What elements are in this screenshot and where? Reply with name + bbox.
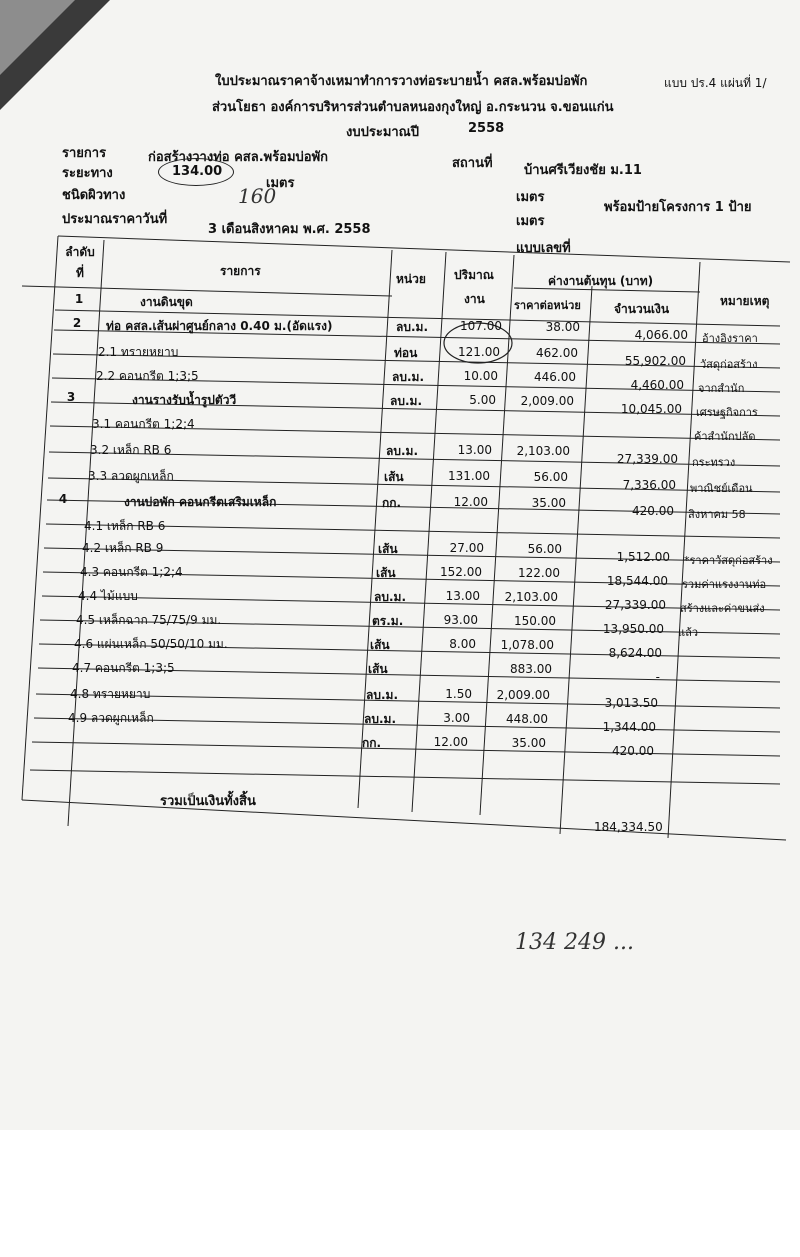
row-amount: 8,624.00 (608, 645, 662, 660)
row-amount: 420.00 (632, 503, 674, 518)
row-no: 2 (72, 316, 82, 330)
row-remark: เศรษฐกิจการ (696, 405, 758, 419)
header-amount: จำนวนเงิน (614, 302, 670, 316)
row-item: งานดินขุด (140, 295, 193, 310)
row-unit: ลบ.ม. (386, 444, 418, 459)
row-remark: วัสดุก่อสร้าง (700, 357, 758, 371)
row-unit: เส้น (378, 542, 398, 557)
date-label: ประมาณราคาวันที่ (62, 212, 168, 227)
row-unit-price: 122.00 (518, 566, 560, 581)
row-amount: 1,344.00 (602, 719, 656, 734)
row-qty: 10.00 (463, 369, 498, 384)
row-unit-price: 446.00 (534, 370, 576, 385)
budget-label: งบประมาณปี (346, 125, 419, 140)
row-unit-price: 462.00 (536, 346, 578, 361)
row-qty: 8.00 (449, 637, 476, 652)
row-qty: 13.00 (445, 589, 480, 604)
row-qty: 121.00 (458, 345, 500, 360)
row-item: ท่อ คสล.เส้นผ่าศูนย์กลาง 0.40 ม.(อัดแรง) (106, 319, 333, 334)
header-remark: หมายเหตุ (720, 294, 770, 308)
row-item: 2.1 ทรายหยาบ (98, 345, 179, 360)
row-unit: กก. (382, 496, 402, 511)
row-unit: ตร.ม. (372, 614, 404, 629)
row-remark: แล้ว (678, 625, 699, 639)
header-cost-group: ค่างานต้นทุน (บาท) (548, 274, 654, 288)
row-unit: ลบ.ม. (392, 370, 424, 385)
row-unit: ลบ.ม. (396, 320, 428, 335)
row-amount: 55,902.00 (624, 353, 686, 368)
header-qty-line2: งาน (464, 292, 485, 306)
row-no: 3 (66, 390, 76, 404)
row-item: 4.7 คอนกรีต 1;3;5 (72, 661, 175, 676)
date-value: 3 เดือนสิงหาคม พ.ศ. 2558 (208, 222, 371, 237)
row-unit: เส้น (370, 638, 390, 653)
row-qty: 93.00 (443, 613, 478, 628)
header-unit: หน่วย (396, 272, 426, 286)
row-item: 4.6 แผ่นเหล็ก 50/50/10 มม. (74, 637, 228, 652)
row-amount: 3,013.50 (604, 695, 658, 710)
row-qty: 13.00 (457, 443, 492, 458)
row-item: 4.4 ไม้แบบ (78, 589, 138, 604)
row-unit: ลบ.ม. (366, 688, 398, 703)
document-title: ใบประมาณราคาจ้างเหมาทำการวางท่อระบายน้ำ คสล.พร้อมบ่อพัก (215, 74, 588, 89)
row-remark: *ราคาวัสดุก่อสร้าง (684, 553, 773, 567)
row-unit-price: 883.00 (510, 662, 552, 677)
row-item: งานรางรับน้ำรูปตัววี (132, 393, 237, 408)
row-unit: กก. (362, 736, 382, 751)
row-qty: 3.00 (443, 711, 470, 726)
row-amount: 18,544.00 (606, 573, 668, 588)
header-no-line1: ลำดับ (65, 245, 95, 259)
row-qty: 131.00 (448, 469, 490, 484)
row-qty: 12.00 (433, 735, 468, 750)
total-amount: 184,334.50 (594, 820, 663, 834)
row-unit-price: 1,078.00 (500, 638, 554, 653)
row-qty: 107.00 (460, 319, 502, 334)
plan-label: แบบเลขที่ (516, 241, 571, 256)
row-item: 3.2 เหล็ก RB 6 (90, 443, 172, 458)
row-remark: จากสำนัก (698, 381, 745, 395)
row-unit-price: 38.00 (545, 320, 580, 335)
item-value: ก่อสร้างวางท่อ คสล.พร้อมบ่อพัก (148, 150, 329, 165)
distance-unit: เมตร (266, 176, 295, 191)
row-qty: 27.00 (449, 541, 484, 556)
row-amount: 27,339.00 (604, 597, 666, 612)
row-remark: รวมค่าแรงงานท่อ (682, 577, 767, 591)
row-amount: 420.00 (612, 743, 654, 758)
row-item: งานบ่อพัก คอนกรีตเสริมเหล็ก (124, 495, 277, 510)
header-item: รายการ (220, 264, 261, 278)
row-unit-price: 56.00 (527, 542, 562, 557)
row-amount: 4,066.00 (634, 327, 688, 342)
row-qty: 5.00 (469, 393, 496, 408)
row-item: 4.1 เหล็ก RB 6 (84, 519, 166, 534)
row-remark: ค้าสำนักปลัด (694, 429, 756, 443)
row-qty: 1.50 (445, 687, 472, 702)
row-remark: สร้างและค่าขนส่ง (680, 601, 765, 615)
place-value: บ้านศรีเวียงชัย ม.11 (524, 163, 642, 178)
row-amount: 7,336.00 (622, 477, 676, 492)
row-unit-price: 448.00 (506, 712, 548, 727)
row-remark: กระทรวง (692, 455, 736, 469)
row-item: 3.3 ลวดผูกเหล็ก (88, 469, 174, 484)
row-unit: เส้น (376, 566, 396, 581)
row-unit: ลบ.ม. (374, 590, 406, 605)
handwritten-note: 134 249 ... (515, 930, 634, 955)
row-unit: ท่อน (394, 346, 418, 361)
row-qty: 12.00 (453, 495, 488, 510)
row-item: 4.9 ลวดผูกเหล็ก (68, 711, 154, 726)
form-code: แบบ ปร.4 แผ่นที่ 1/ (664, 76, 767, 90)
header-qty-line1: ปริมาณ (454, 268, 494, 282)
distance-value: 134.00 (172, 164, 223, 179)
row-item: 3.1 คอนกรีต 1;2;4 (92, 417, 195, 432)
row-unit-price: 2,009.00 (520, 394, 574, 409)
row-unit: เส้น (368, 662, 388, 677)
row-amount: - (655, 669, 660, 684)
row-item: 4.3 คอนกรีต 1;2;4 (80, 565, 183, 580)
row-unit-price: 150.00 (514, 614, 556, 629)
row-remark: สิงหาคม 58 (688, 507, 746, 521)
row-unit: ลบ.ม. (390, 394, 422, 409)
row-item: 4.2 เหล็ก RB 9 (82, 541, 164, 556)
row-unit-price: 35.00 (511, 736, 546, 751)
row-amount: 10,045.00 (620, 401, 682, 416)
row-unit-price: 56.00 (533, 470, 568, 485)
surface-label: ชนิดผิวทาง (62, 188, 126, 203)
row-no: 1 (74, 292, 84, 306)
row-unit-price: 2,103.00 (516, 444, 570, 459)
row-amount: 1,512.00 (616, 549, 670, 564)
distance-label: ระยะทาง (62, 166, 113, 181)
sign-note: พร้อมป้ายโครงการ 1 ป้าย (604, 200, 752, 215)
document-subtitle: ส่วนโยธา องค์การบริหารส่วนตำบลหนองกุงใหญ่ อ.กระนวน จ.ขอนแก่น (212, 100, 614, 115)
header-unit-price: ราคาต่อหน่วย (514, 299, 581, 312)
meter-label-1: เมตร (516, 190, 545, 205)
row-unit: เส้น (384, 470, 404, 485)
row-unit: ลบ.ม. (364, 712, 396, 727)
row-qty: 152.00 (440, 565, 482, 580)
row-unit-price: 2,103.00 (504, 590, 558, 605)
budget-year: 2558 (468, 121, 505, 136)
row-remark: พาณิชย์เดือน (690, 481, 753, 495)
row-unit-price: 35.00 (531, 496, 566, 511)
row-no: 4 (58, 492, 68, 506)
meter-label-2: เมตร (516, 214, 545, 229)
item-label: รายการ (62, 146, 107, 161)
place-label: สถานที่ (452, 156, 493, 171)
row-item: 2.2 คอนกรีต 1;3;5 (96, 369, 199, 384)
row-amount: 13,950.00 (602, 621, 664, 636)
row-item: 4.5 เหล็กฉาก 75/75/9 มม. (76, 613, 222, 628)
row-amount: 27,339.00 (616, 451, 678, 466)
row-item: 4.8 ทรายหยาบ (70, 687, 151, 702)
row-remark: อ้างอิงราคา (702, 331, 758, 345)
total-label: รวมเป็นเงินทั้งสิ้น (160, 794, 256, 809)
header-no-line2: ที่ (76, 266, 84, 280)
row-amount: 4,460.00 (630, 377, 684, 392)
row-unit-price: 2,009.00 (496, 688, 550, 703)
surface-handwritten: 160 (238, 184, 277, 208)
